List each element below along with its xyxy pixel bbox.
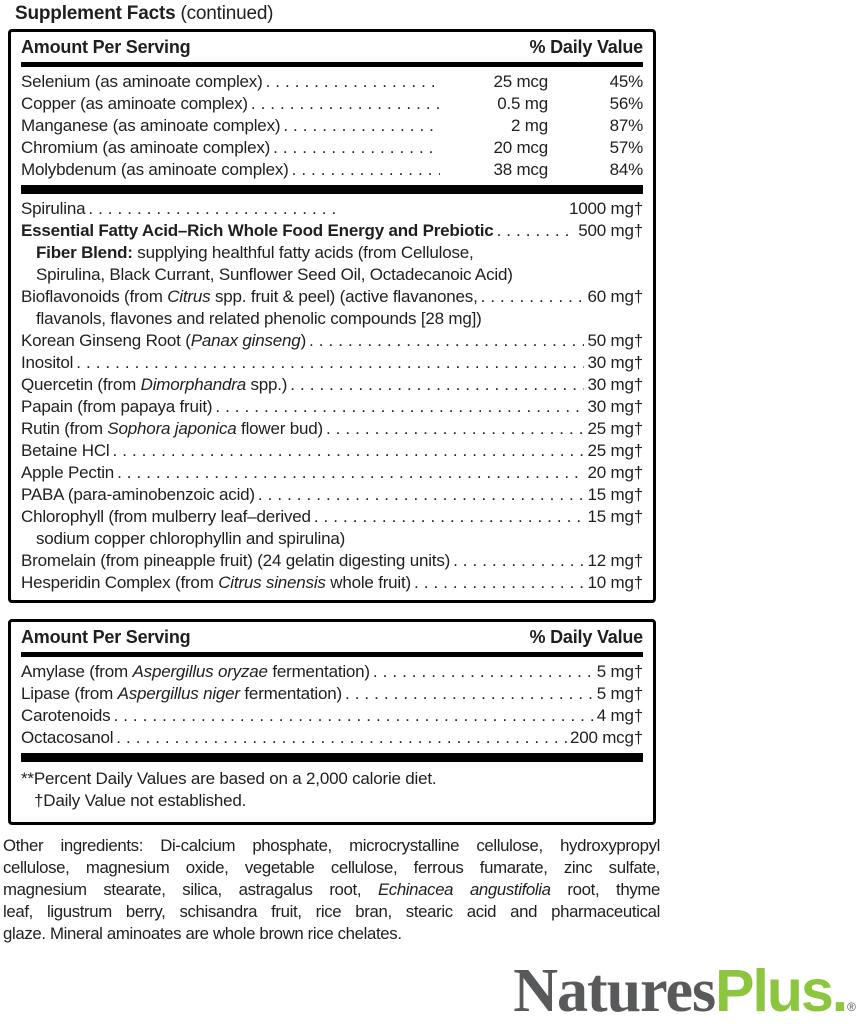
text-segment: flower bud) <box>236 419 323 438</box>
table-row <box>21 374 643 396</box>
text-segment: Spirulina <box>21 199 86 218</box>
ingredient-amount: 12 mg† <box>587 551 643 570</box>
footnote-line: †Daily Value not established. <box>34 791 247 810</box>
ingredient-name <box>21 330 306 352</box>
table-row <box>21 550 643 572</box>
text-segment: Aspergillus oryzae <box>132 662 268 681</box>
ingredient-amount: 4 mg† <box>596 706 643 725</box>
text-segment: flavanols, flavones and related phenolic compounds [28 mg]) <box>36 309 482 328</box>
ingredient-name <box>21 572 411 594</box>
dot-leader <box>116 727 567 749</box>
ingredient-name <box>21 661 370 683</box>
text-segment: spp.) <box>245 375 288 394</box>
table-row <box>21 484 643 506</box>
table-row <box>21 159 643 181</box>
minerals-table <box>21 71 643 181</box>
dot-leader <box>497 220 576 242</box>
amount-per-serving-label: Amount Per Serving <box>21 37 191 57</box>
dot-leader <box>266 71 440 93</box>
logo-natures-text: Natures <box>513 957 716 1024</box>
text-segment: glaze. Mineral aminoates are whole brown rice chelates. <box>3 924 402 943</box>
other-ingredients <box>3 835 660 945</box>
text-segment: Chlorophyll (from mulberry leaf–derived <box>21 507 311 526</box>
ingredient-name-text: Chromium (as aminoate complex) <box>21 138 271 157</box>
ingredient-amount: 60 mg† <box>587 287 643 306</box>
ingredient-name <box>21 286 478 308</box>
text-segment: Octacosanol <box>21 728 114 747</box>
ingredient-name <box>21 220 494 242</box>
text-segment: Inositol <box>21 353 74 372</box>
ingredient-amount: 30 mg† <box>587 353 643 372</box>
ingredient-name <box>21 506 311 528</box>
text-segment: Amylase (from <box>21 662 133 681</box>
text-segment: sodium copper chlorophyllin and spirulina) <box>36 529 346 548</box>
ingredient-amount: 20 mg† <box>587 463 643 482</box>
table-row <box>21 71 643 93</box>
panel1-header <box>21 34 643 62</box>
ingredient-name <box>21 198 85 220</box>
ingredient-name <box>21 93 443 115</box>
dot-leader <box>251 93 440 115</box>
ingredient-amount: 30 mg† <box>587 397 643 416</box>
text-segment: Spirulina, Black Currant, Sunflower Seed Oil, Octadecanoic Acid) <box>36 265 513 284</box>
ingredient-name <box>36 242 474 264</box>
dot-leader <box>273 137 440 159</box>
text-segment: Other ingredients: Di-calcium phosphate, microcrystalline cellulose, hydroxypropyl <box>3 836 660 855</box>
table-row <box>21 264 643 286</box>
text-segment: magnesium stearate, silica, astragalus root, <box>3 880 378 899</box>
supplement-facts-panel-1 <box>8 29 656 603</box>
amount-per-serving-label: Amount Per Serving <box>21 627 191 647</box>
text-segment: Echinacea angustifolia <box>377 880 551 899</box>
text-segment: whole fruit) <box>325 573 411 592</box>
table-row <box>21 115 643 137</box>
table-row <box>21 661 643 683</box>
ingredient-amount: 25 mcg <box>493 72 548 91</box>
text-segment: Rutin (from <box>21 419 108 438</box>
table-row <box>21 330 643 352</box>
ingredient-name <box>36 528 345 550</box>
ingredient-amount: 0.5 mg <box>497 94 548 113</box>
ingredient-name <box>21 462 114 484</box>
ingredient-name <box>21 352 73 374</box>
ingredient-name-text: Selenium (as aminoate complex) <box>21 72 263 91</box>
ingredient-name-text: Manganese (as aminoate complex) <box>21 116 281 135</box>
other-ingredients-line <box>3 857 660 879</box>
footnote-line: **Percent Daily Values are based on a 2,000 calorie diet. <box>21 769 437 788</box>
dot-leader <box>113 705 593 727</box>
text-segment: cellulose, magnesium oxide, vegetable cellulose, ferrous fumarate, zinc sulfate, <box>3 858 660 877</box>
text-segment: Dimorphandra <box>140 375 246 394</box>
dot-leader <box>414 572 584 594</box>
dot-leader <box>215 396 584 418</box>
dot-leader <box>88 198 336 220</box>
table-row <box>21 396 643 418</box>
title-bold: Supplement Facts <box>15 3 176 24</box>
botanicals-list <box>21 198 643 594</box>
table-row <box>21 198 643 220</box>
table-row <box>21 683 643 705</box>
text-segment: Carotenoids <box>21 706 111 725</box>
ingredient-dv: 45% <box>609 72 643 91</box>
ingredient-amount: 15 mg† <box>587 507 643 526</box>
ingredient-amount: 25 mg† <box>587 441 643 460</box>
title-note: (continued) <box>180 3 274 24</box>
dot-leader <box>283 115 440 137</box>
dot-leader <box>309 330 584 352</box>
dot-leader <box>76 352 584 374</box>
text-segment: supplying healthful fatty acids (from Cellulose, <box>132 243 474 262</box>
ingredient-amount: 500 mg† <box>578 221 643 240</box>
ingredient-name <box>36 308 482 330</box>
table-row <box>21 506 643 528</box>
ingredient-dv: 56% <box>609 94 643 113</box>
text-segment: Citrus <box>167 287 211 306</box>
dot-leader <box>117 462 584 484</box>
page-title <box>15 3 862 25</box>
dot-leader <box>345 683 594 705</box>
ingredient-amount: 20 mcg <box>493 138 548 157</box>
section-divider <box>21 185 643 194</box>
table-row <box>21 286 643 308</box>
text-segment: leaf, ligustrum berry, schisandra fruit, rice bran, stearic acid and pharmaceutical <box>3 902 660 921</box>
text-segment: Papain (from papaya fruit) <box>21 397 213 416</box>
ingredient-name <box>21 550 450 572</box>
dot-leader <box>481 286 585 308</box>
enzymes-list <box>21 661 643 749</box>
header-divider <box>21 652 643 657</box>
ingredient-name <box>21 683 342 705</box>
ingredient-name <box>21 727 113 749</box>
ingredient-name <box>21 396 212 418</box>
table-row <box>21 572 643 594</box>
other-ingredients-line <box>3 835 660 857</box>
table-row <box>21 93 643 115</box>
table-row <box>21 418 643 440</box>
ingredient-name <box>21 71 443 93</box>
text-segment: Panax ginseng <box>190 331 301 350</box>
table-row <box>21 352 643 374</box>
text-segment: Apple Pectin <box>21 463 115 482</box>
ingredient-name <box>21 137 443 159</box>
ingredient-amount: 10 mg† <box>587 573 643 592</box>
section-divider <box>21 753 643 762</box>
dot-leader <box>373 661 594 683</box>
table-row <box>21 220 643 242</box>
ingredient-amount: 1000 mg† <box>568 199 643 218</box>
text-segment: spp. fruit & peel) (active flavanones, <box>210 287 478 306</box>
ingredient-amount: 50 mg† <box>587 331 643 350</box>
registered-trademark-icon: ® <box>847 1000 856 1015</box>
ingredient-name <box>36 264 513 286</box>
text-segment: fermentation) <box>239 684 342 703</box>
text-segment: Lipase (from <box>21 684 118 703</box>
ingredient-amount: 5 mg† <box>596 684 643 703</box>
ingredient-amount: 2 mg <box>511 116 548 135</box>
ingredient-name <box>21 374 287 396</box>
ingredient-name <box>21 484 255 506</box>
ingredient-amount: 38 mcg <box>493 160 548 179</box>
brand-logo <box>513 957 862 1024</box>
ingredient-name-text: Copper (as aminoate complex) <box>21 94 248 113</box>
other-ingredients-line <box>3 901 660 923</box>
dot-leader <box>290 374 584 396</box>
table-row <box>21 440 643 462</box>
daily-value-label: % Daily Value <box>529 37 643 57</box>
text-segment: fermentation) <box>267 662 370 681</box>
table-row <box>21 242 643 264</box>
dot-leader <box>453 550 584 572</box>
ingredient-amount: 15 mg† <box>587 485 643 504</box>
table-row <box>21 705 643 727</box>
table-row <box>21 727 643 749</box>
text-segment: PABA (para-aminobenzoic acid) <box>21 485 255 504</box>
text-segment: Hesperidin Complex (from <box>21 573 219 592</box>
ingredient-amount: 25 mg† <box>587 419 643 438</box>
text-segment: root, thyme <box>550 880 660 899</box>
text-segment: Betaine HCl <box>21 441 110 460</box>
supplement-facts-panel-2 <box>8 619 656 825</box>
dot-leader <box>314 506 585 528</box>
header-divider <box>21 62 643 67</box>
ingredient-name-text: Molybdenum (as aminoate complex) <box>21 160 289 179</box>
text-segment: Sophora japonica <box>107 419 237 438</box>
table-row <box>21 528 643 550</box>
ingredient-name <box>21 705 110 727</box>
ingredient-amount: 5 mg† <box>596 662 643 681</box>
dot-leader <box>258 484 585 506</box>
other-ingredients-line <box>3 923 660 945</box>
ingredient-amount: 200 mcg† <box>569 728 643 747</box>
table-row <box>21 137 643 159</box>
ingredient-name <box>21 418 323 440</box>
text-segment: Bromelain (from pineapple fruit) (24 gelatin digesting units) <box>21 551 451 570</box>
text-segment: Bioflavonoids (from <box>21 287 168 306</box>
ingredient-amount: 30 mg† <box>587 375 643 394</box>
text-segment: Citrus sinensis <box>218 573 326 592</box>
text-segment: Korean Ginseng Root ( <box>21 331 191 350</box>
other-ingredients-line <box>3 879 660 901</box>
logo-plus-text: Plus. <box>715 958 847 1024</box>
ingredient-name <box>21 440 110 462</box>
ingredient-dv: 87% <box>609 116 643 135</box>
text-segment: Fiber Blend: <box>36 243 133 262</box>
table-row <box>21 462 643 484</box>
ingredient-dv: 84% <box>609 160 643 179</box>
dot-leader <box>292 159 440 181</box>
text-segment: Essential Fatty Acid–Rich Whole Food Energy and Prebiotic <box>21 221 494 240</box>
panel2-header <box>21 624 643 652</box>
text-segment: ) <box>300 331 307 350</box>
dot-leader <box>113 440 585 462</box>
dot-leader <box>326 418 585 440</box>
ingredient-dv: 57% <box>609 138 643 157</box>
text-segment: Aspergillus niger <box>117 684 240 703</box>
daily-value-label: % Daily Value <box>529 627 643 647</box>
footnotes <box>21 766 643 816</box>
table-row <box>21 308 643 330</box>
text-segment: Quercetin (from <box>21 375 141 394</box>
ingredient-name <box>21 159 443 181</box>
ingredient-name <box>21 115 443 137</box>
